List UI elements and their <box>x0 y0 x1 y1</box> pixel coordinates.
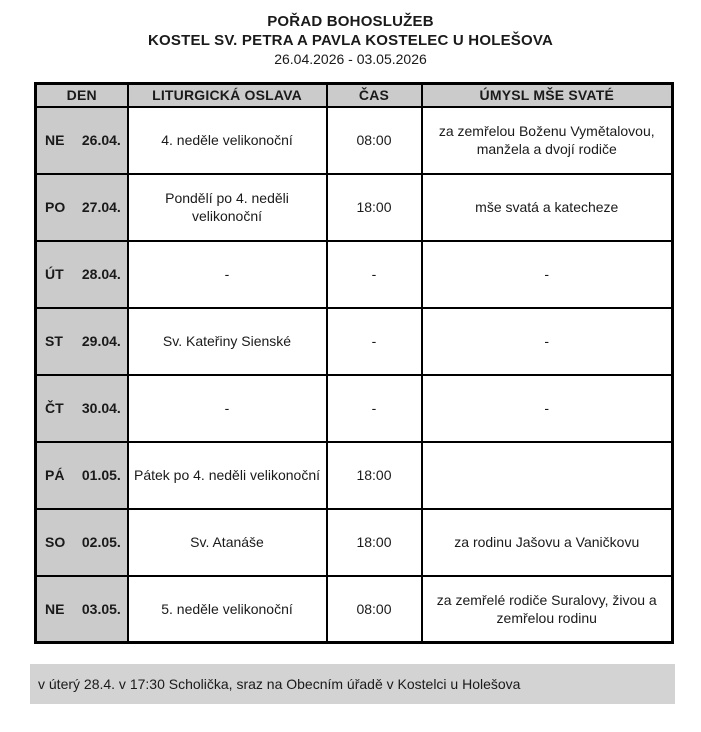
day-date: 26.04. <box>81 132 121 148</box>
title-block <box>0 0 701 69</box>
table-row <box>36 442 673 509</box>
document-title: POŘAD BOHOSLUŽEB <box>267 13 434 30</box>
day-date: 03.05. <box>81 600 121 617</box>
header-umysl-mse-svate: ÚMYSL MŠE SVATÉ <box>422 84 673 107</box>
day-cell <box>36 509 128 576</box>
celebration-cell: Pondělí po 4. neděli velikonoční <box>128 174 327 241</box>
celebration-cell: 5. neděle velikonoční <box>128 576 327 643</box>
time-cell: 18:00 <box>327 509 422 576</box>
day-abbreviation: ST <box>45 333 63 349</box>
intention-cell: - <box>422 241 673 308</box>
table-row <box>36 576 673 643</box>
time-cell: 08:00 <box>327 107 422 174</box>
intention-cell: za zemřelé rodiče Suralovy, živou a zemřelou rodinu <box>422 576 673 643</box>
table-row <box>36 241 673 308</box>
celebration-cell: 4. neděle velikonoční <box>128 107 327 174</box>
day-cell <box>36 375 128 442</box>
day-cell <box>36 107 128 174</box>
day-abbreviation: PO <box>45 199 66 215</box>
day-abbreviation: ÚT <box>45 266 64 282</box>
intention-cell: za zemřelou Boženu Vymětalovou, manžela a dvojí rodiče <box>422 107 673 174</box>
header-den: DEN <box>36 84 128 107</box>
day-abbreviation: NE <box>45 132 65 148</box>
day-abbreviation: ČT <box>45 400 64 416</box>
celebration-cell: - <box>128 241 327 308</box>
date-range: 26.04.2026 - 03.05.2026 <box>274 51 427 67</box>
time-cell: - <box>327 241 422 308</box>
table-row <box>36 174 673 241</box>
table-row <box>36 375 673 442</box>
day-cell <box>36 241 128 308</box>
day-abbreviation: SO <box>45 534 66 550</box>
day-abbreviation: NE <box>45 600 65 617</box>
intention-cell: - <box>422 308 673 375</box>
time-cell: - <box>327 308 422 375</box>
church-name: KOSTEL SV. PETRA A PAVLA KOSTELEC U HOLEŠOVA <box>148 32 553 49</box>
celebration-cell: Sv. Kateřiny Sienské <box>128 308 327 375</box>
time-cell: 18:00 <box>327 442 422 509</box>
footer-note <box>30 664 675 704</box>
table-row <box>36 107 673 174</box>
day-cell <box>36 442 128 509</box>
table-row <box>36 308 673 375</box>
day-date: 28.04. <box>81 266 121 282</box>
intention-cell <box>422 442 673 509</box>
header-row <box>36 84 673 107</box>
day-date: 27.04. <box>81 199 121 215</box>
day-cell <box>36 308 128 375</box>
time-cell: - <box>327 375 422 442</box>
intention-cell: - <box>422 375 673 442</box>
intention-cell: mše svatá a katecheze <box>422 174 673 241</box>
header-liturgicka-oslava: LITURGICKÁ OSLAVA <box>128 84 327 107</box>
header-cas: ČAS <box>327 84 422 107</box>
intention-cell: za rodinu Jašovu a Vaničkovu <box>422 509 673 576</box>
table-row <box>36 509 673 576</box>
day-date: 30.04. <box>81 400 121 416</box>
celebration-cell: Pátek po 4. neděli velikonoční <box>128 442 327 509</box>
time-cell: 18:00 <box>327 174 422 241</box>
celebration-cell: - <box>128 375 327 442</box>
day-date: 02.05. <box>81 534 121 550</box>
schedule-header <box>36 84 673 107</box>
schedule-body <box>36 107 673 643</box>
time-cell: 08:00 <box>327 576 422 643</box>
day-abbreviation: PÁ <box>45 467 65 483</box>
celebration-cell: Sv. Atanáše <box>128 509 327 576</box>
schedule-table <box>34 82 674 644</box>
day-cell <box>36 174 128 241</box>
day-date: 29.04. <box>81 333 121 349</box>
footer-note-text: v úterý 28.4. v 17:30 Scholička, sraz na Obecním úřadě v Kostelci u Holešova <box>38 676 521 692</box>
day-date: 01.05. <box>81 467 121 483</box>
day-cell <box>36 576 128 643</box>
